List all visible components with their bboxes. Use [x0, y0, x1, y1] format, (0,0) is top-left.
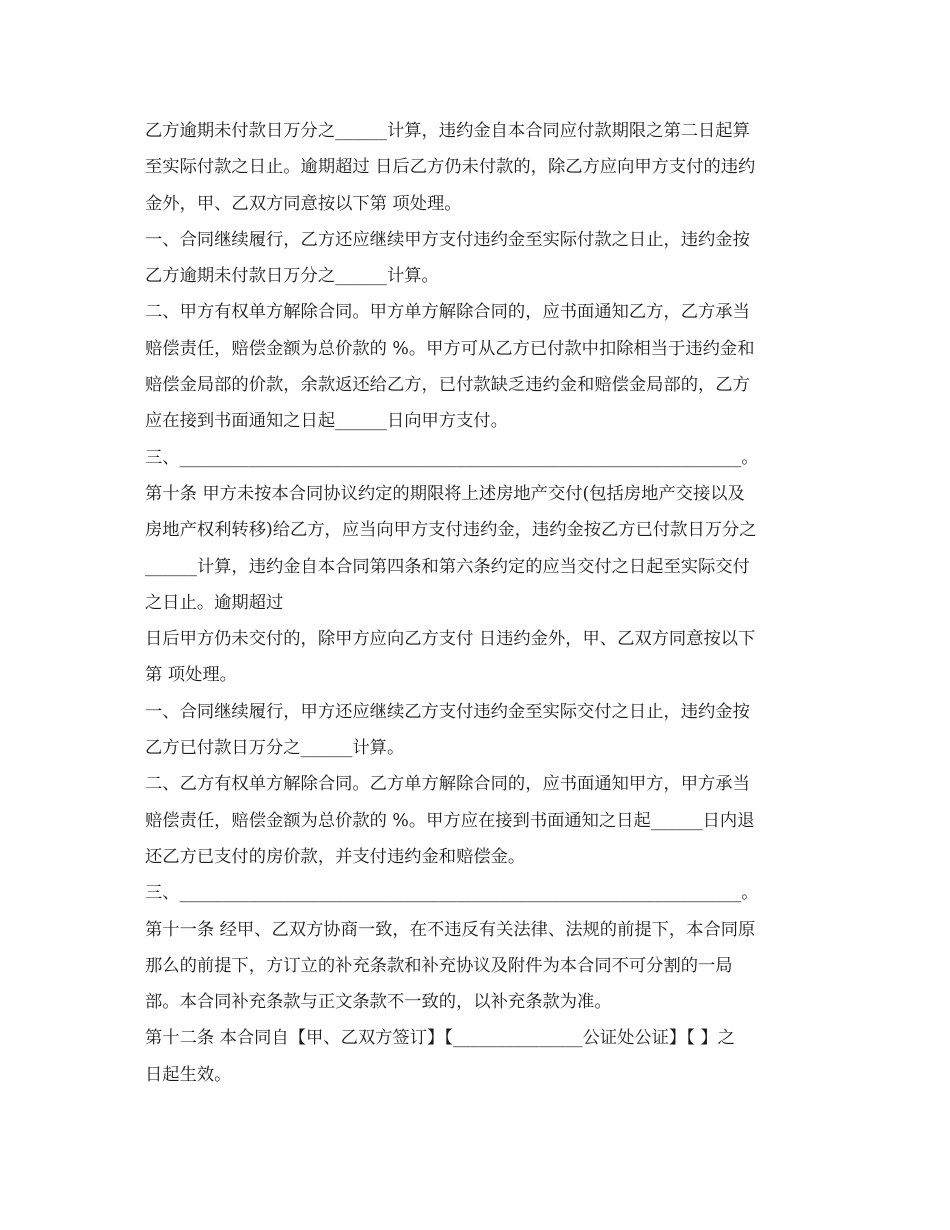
text-line: ______计算，违约金自本合同第四条和第六条约定的应当交付之日起至实际交付: [145, 556, 750, 577]
text-line: 房地产权利转移)给乙方，应当向甲方支付违约金，违约金按乙方已付款日万分之: [145, 520, 757, 541]
text-line: 还乙方已支付的房价款，并支付违约金和赔偿金。: [145, 846, 526, 867]
text-line: 赔偿金局部的价款，余款返还给乙方，已付款缺乏违约金和赔偿金局部的，乙方: [145, 375, 750, 396]
text-line: 日后甲方仍未交付的，除甲方应向乙方支付 日违约金外，甲、乙双方同意按以下: [145, 629, 756, 650]
contract-text-body: [145, 113, 815, 1093]
text-line: 那么的前提下，方订立的补充条款和补充协议及附件为本合同不可分割的一局: [145, 955, 733, 976]
text-line: 三、_________________________________________________________________。: [145, 883, 759, 904]
article-10-line: 第十条 甲方未按本合同协议约定的期限将上述房地产交付(包括房地产交接以及: [145, 483, 745, 504]
text-line: 金外，甲、乙双方同意按以下第 项处理。: [145, 193, 462, 214]
text-line: 赔偿责任，赔偿金额为总价款的 %。甲方可从乙方已付款中扣除相当于违约金和: [145, 338, 755, 359]
article-11-line: 第十一条 经甲、乙双方协商一致，在不违反有关法律、法规的前提下，本合同原: [145, 919, 756, 940]
text-line: 一、合同继续履行，乙方还应继续甲方支付违约金至实际付款之日止，违约金按: [145, 229, 750, 250]
text-line: 日起生效。: [145, 1064, 232, 1085]
text-line: 之日止。逾期超过: [145, 592, 284, 613]
text-line: 三、_________________________________________________________________。: [145, 447, 759, 468]
text-line: 乙方逾期未付款日万分之______计算，违约金自本合同应付款期限之第二日起算: [145, 121, 750, 141]
article-12-line: 第十二条 本合同自【甲、乙双方签订】【_______________公证处公证】【 】之: [145, 1028, 735, 1049]
text-line: 部。本合同补充条款与正文条款不一致的，以补充条款为准。: [145, 992, 612, 1013]
text-line: 二、乙方有权单方解除合同。乙方单方解除合同的，应书面通知甲方，甲方承当: [145, 774, 750, 795]
text-line: 二、甲方有权单方解除合同。甲方单方解除合同的，应书面通知乙方，乙方承当: [145, 302, 750, 323]
text-line: 一、合同继续履行，甲方还应继续乙方支付违约金至实际交付之日止，违约金按: [145, 701, 750, 722]
text-line: 乙方逾期未付款日万分之______计算。: [145, 266, 439, 287]
text-line: 乙方已付款日万分之______计算。: [145, 738, 405, 759]
text-line: 至实际付款之日止。逾期超过 日后乙方仍未付款的，除乙方应向甲方支付的违约: [145, 157, 756, 178]
text-line: 赔偿责任，赔偿金额为总价款的 %。甲方应在接到书面通知之日起______日内退: [145, 810, 755, 831]
text-line: 第 项处理。: [145, 665, 237, 686]
text-line: 应在接到书面通知之日起______日向甲方支付。: [145, 411, 508, 432]
